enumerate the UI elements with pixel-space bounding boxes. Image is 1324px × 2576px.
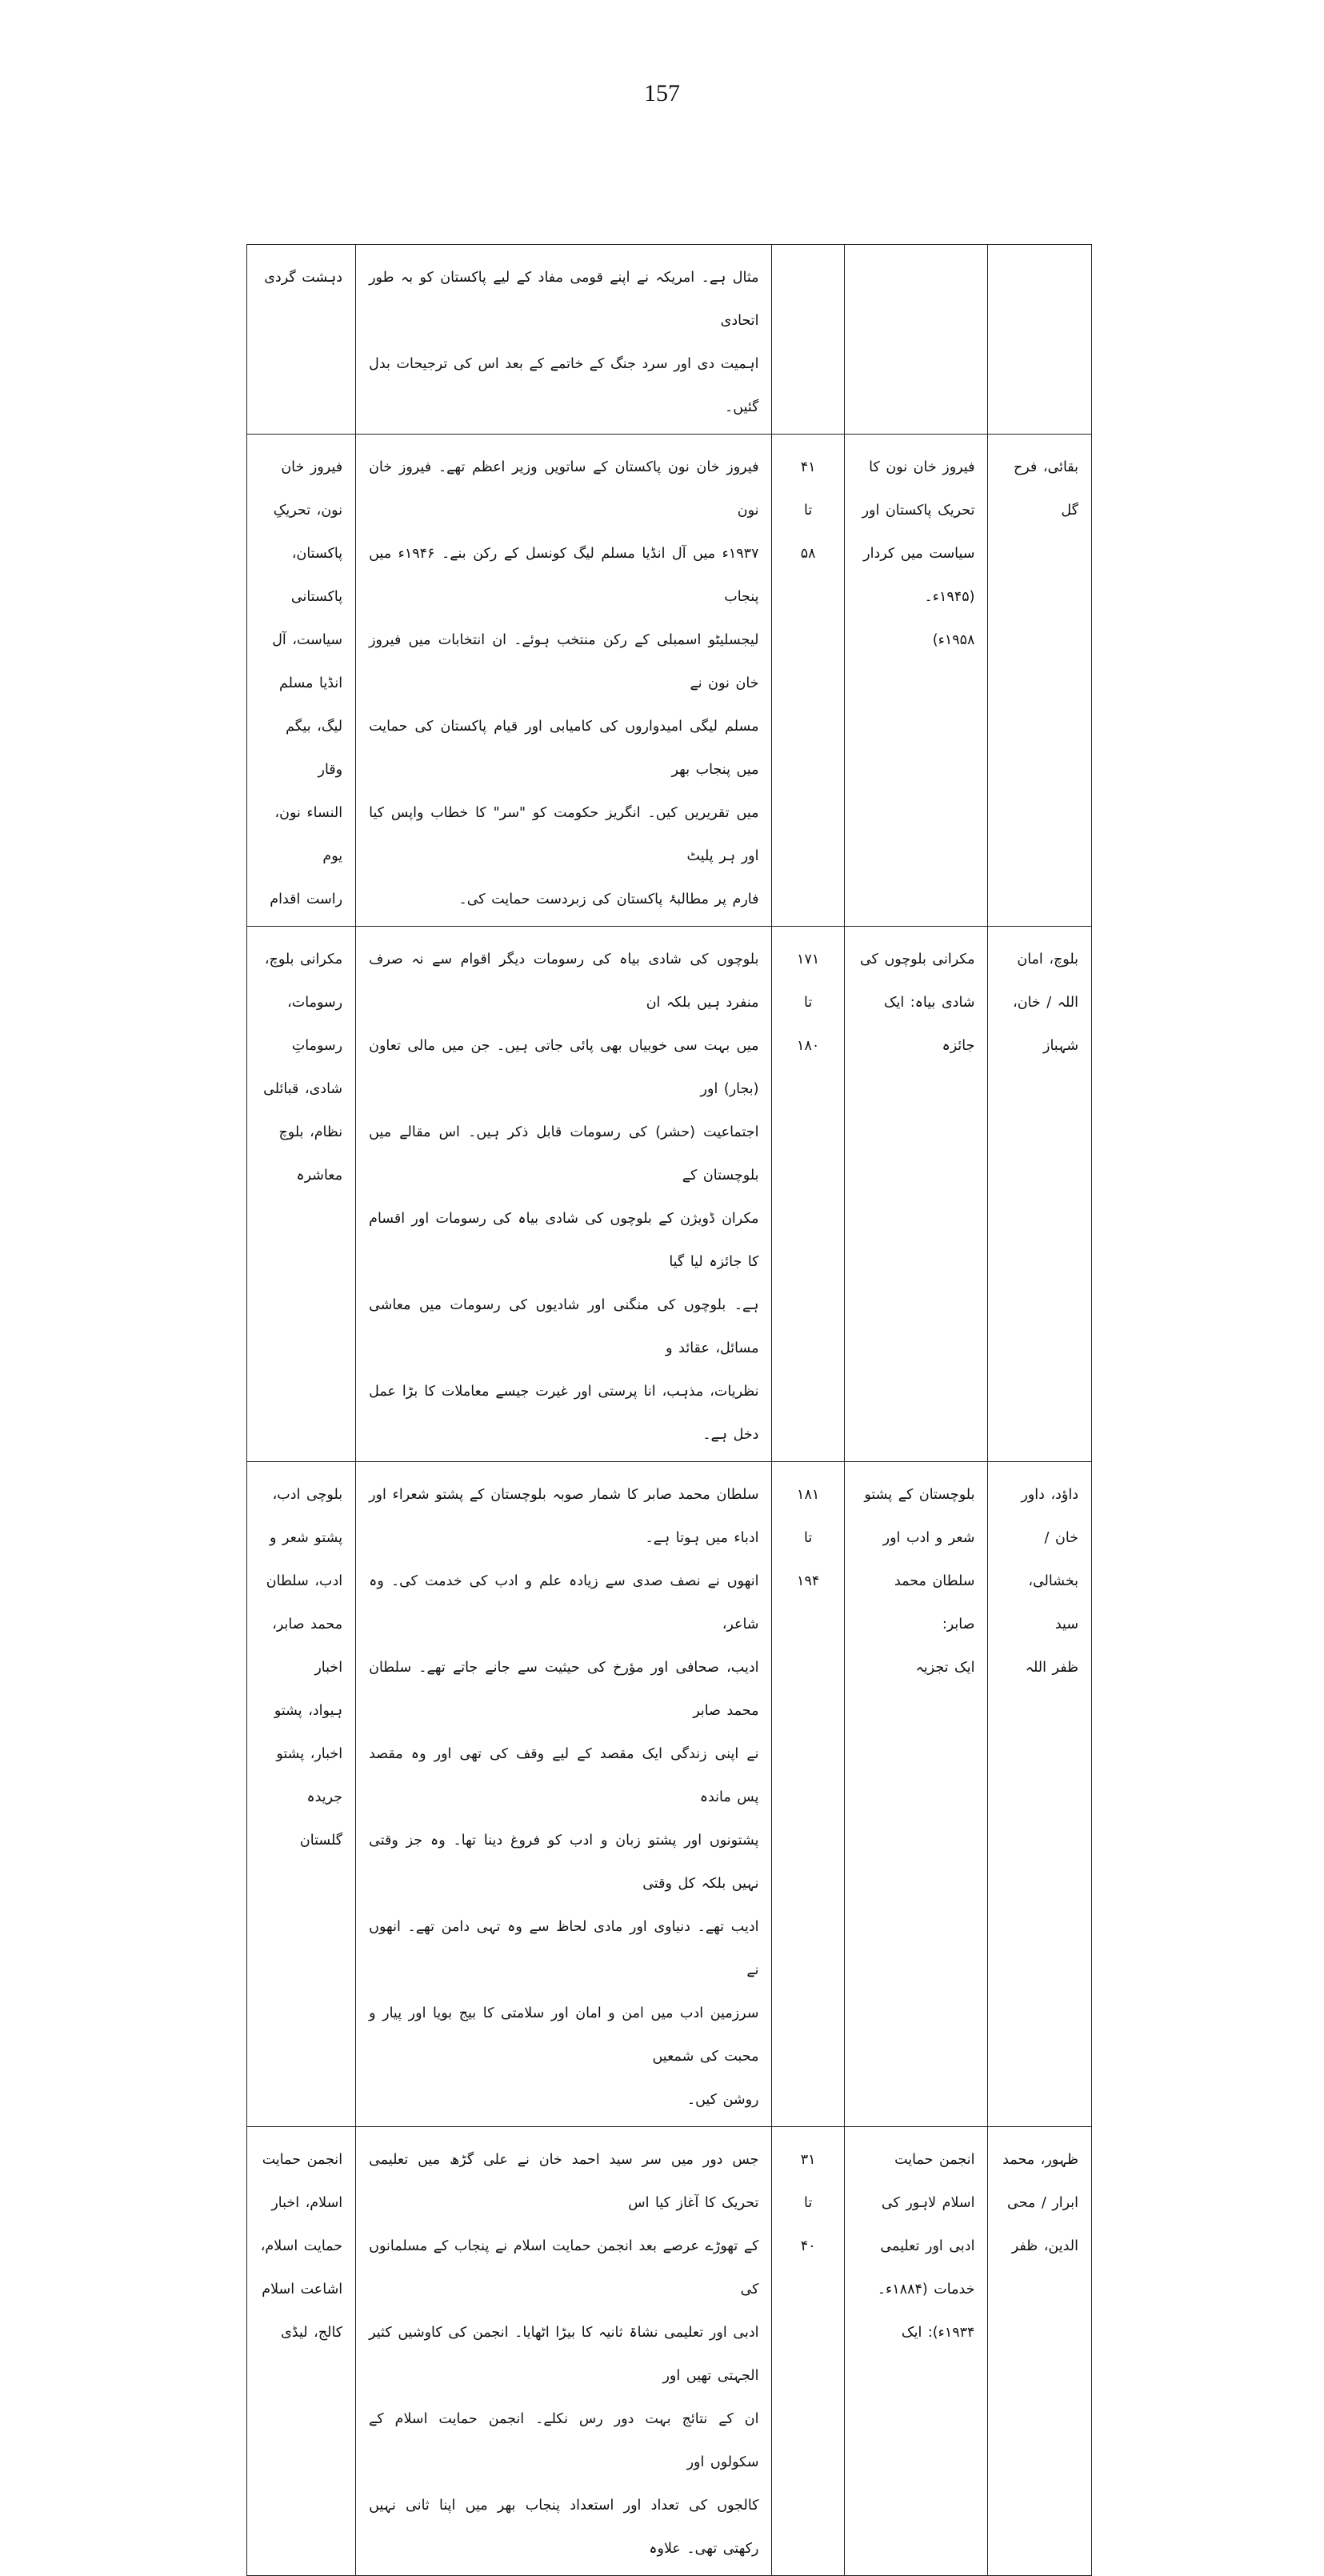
- table-row: [247, 927, 1092, 1462]
- bibliography-table: [246, 244, 1092, 2576]
- author-line: خان /: [1044, 1530, 1078, 1546]
- keywords-line: پاکستان،: [291, 546, 343, 562]
- pages-line: ۴۰: [800, 2238, 816, 2254]
- author-line: ظفر اللہ: [1025, 1660, 1078, 1676]
- keywords-cell: [247, 2127, 356, 2576]
- author-line: بخشالی، سید: [1028, 1573, 1078, 1633]
- keywords-line: اسلام، اخبار: [271, 2195, 343, 2211]
- author-line: بقائی، فرح: [1013, 459, 1078, 475]
- abstract-line: مکران ڈویژن کے بلوچوں کی شادی بیاہ کی رسومات اور اقسام کا جائزہ لیا گیا: [369, 1211, 759, 1270]
- abstract-line: مثال ہے۔ امریکہ نے اپنے قومی مفاد کے لیے پاکستان کو بہ طور اتحادی: [369, 270, 759, 329]
- title-line: (۱۹۴۵ء۔: [924, 589, 975, 605]
- author-line: شہباز: [1043, 1038, 1078, 1054]
- author-line: ظہور، محمد: [1002, 2152, 1078, 2168]
- abstract-line: کالجوں کی تعداد اور استعداد پنجاب بھر میں اپنا ثانی نہیں رکھتی تھی۔ علاوہ: [369, 2498, 759, 2557]
- pages-line: تا: [804, 995, 813, 1011]
- abstract-line: جس دور میں سر سید احمد خان نے علی گڑھ میں تعلیمی تحریک کا آغاز کیا اس: [369, 2152, 759, 2211]
- title-line: شعر و ادب اور: [882, 1530, 975, 1546]
- title-line: سلطان محمد صابر:: [894, 1573, 975, 1633]
- author-cell: [988, 245, 1092, 435]
- title-line: شادی بیاہ: ایک: [883, 995, 975, 1011]
- title-cell: [844, 2127, 988, 2576]
- keywords-cell: [247, 435, 356, 927]
- title-line: تحریک پاکستان اور: [862, 503, 975, 519]
- title-line: اسلام لاہور کی: [881, 2195, 975, 2211]
- pages-cell: [772, 927, 844, 1462]
- abstract-cell: [356, 927, 772, 1462]
- author-line: اللہ / خان،: [1013, 995, 1078, 1011]
- pages-line: ۱۸۱: [797, 1487, 820, 1503]
- title-line: بلوچستان کے پشتو: [864, 1487, 975, 1503]
- title-cell: [844, 1462, 988, 2127]
- abstract-line: کے تھوڑے عرصے بعد انجمن حمایت اسلام نے پنجاب کے مسلمانوں کی: [369, 2238, 759, 2298]
- keywords-line: انڈیا مسلم: [279, 675, 343, 691]
- abstract-line: ادبی اور تعلیمی نشاۃ ثانیہ کا بیڑا اٹھایا۔ انجمن کی کاوشیں کثیر الجہتی تھیں اور: [369, 2325, 759, 2384]
- abstract-line: ادیب، صحافی اور مؤرخ کی حیثیت سے جانے جاتے تھے۔ سلطان محمد صابر: [369, 1660, 759, 1719]
- keywords-line: معاشرہ: [296, 1168, 343, 1184]
- abstract-line: میں بہت سی خوبیاں بھی پائی جاتی ہیں۔ جن میں مالی تعاون (بجار) اور: [369, 1038, 759, 1097]
- keywords-line: محمد صابر، اخبار: [272, 1617, 343, 1676]
- page-number: 157: [644, 80, 680, 106]
- abstract-line: نے اپنی زندگی ایک مقصد کے لیے وقف کی تھی اور وہ مقصد پس ماندہ: [369, 1746, 759, 1805]
- abstract-line: مسلم لیگی امیدواروں کی کامیابی اور قیام پاکستان کی حمایت میں پنجاب بھر: [369, 719, 759, 778]
- abstract-line: لیجسلیٹو اسمبلی کے رکن منتخب ہوئے۔ ان انتخابات میں فیروز خان نون نے: [369, 632, 759, 691]
- keywords-line: سیاست، آل: [272, 632, 343, 648]
- abstract-cell: [356, 1462, 772, 2127]
- keywords-line: نظام، بلوچ: [278, 1124, 343, 1140]
- pages-cell: [772, 1462, 844, 2127]
- pages-line: ۱۷۱: [797, 951, 820, 968]
- table-row: [247, 245, 1092, 435]
- keywords-line: پشتو شعر و: [269, 1530, 343, 1546]
- abstract-line: ادیب تھے۔ دنیاوی اور مادی لحاظ سے وہ تہی دامن تھے۔ انھوں نے: [369, 1919, 759, 1978]
- keywords-line: بلوچی ادب،: [272, 1487, 343, 1503]
- abstract-cell: [356, 245, 772, 435]
- abstract-line: ۱۹۳۷ء میں آل انڈیا مسلم لیگ کونسل کے رکن بنے۔ ۱۹۴۶ء میں پنجاب: [369, 546, 759, 605]
- pages-cell: [772, 2127, 844, 2576]
- title-line: انجمن حمایت: [894, 2152, 975, 2168]
- abstract-cell: [356, 435, 772, 927]
- abstract-line: میں تقریریں کیں۔ انگریز حکومت کو "سر" کا خطاب واپس کیا اور ہر پلیٹ: [369, 805, 759, 864]
- title-line: سیاست میں کردار: [863, 546, 975, 562]
- keywords-line: رسوماتِ: [291, 1038, 343, 1054]
- keywords-line: جریدہ گلستان: [299, 1789, 343, 1849]
- pages-line: تا: [804, 503, 813, 519]
- pages-line: تا: [804, 1530, 813, 1546]
- title-line: مکرانی بلوچوں کی: [859, 951, 975, 968]
- author-cell: [988, 2127, 1092, 2576]
- abstract-line: سرزمین ادب میں امن و امان اور سلامتی کا بیج بویا اور پیار و محبت کی شمعیں: [369, 2005, 759, 2065]
- author-line: گل: [1061, 503, 1078, 519]
- pages-cell: [772, 245, 844, 435]
- keywords-line: مکرانی بلوچ،: [264, 951, 343, 968]
- pages-line: ۴۱: [800, 459, 816, 475]
- keywords-line: لیگ، بیگم وقار: [286, 719, 343, 778]
- table-body: [247, 245, 1092, 2576]
- keywords-line: کالج، لیڈی: [281, 2325, 343, 2341]
- abstract-line: ہے۔ بلوچوں کی منگنی اور شادیوں کی رسومات میں معاشی مسائل، عقائد و: [369, 1297, 759, 1356]
- keywords-line: النساء نون، یوم: [274, 805, 343, 864]
- author-line: داؤد، داور: [1021, 1487, 1078, 1503]
- title-line: جائزہ: [942, 1038, 975, 1054]
- title-cell: [844, 435, 988, 927]
- abstract-line: روشن کیں۔: [686, 2092, 759, 2108]
- keywords-line: دہشت گردی: [264, 270, 343, 286]
- abstract-line: انھوں نے نصف صدی سے زیادہ علم و ادب کی خدمت کی۔ وہ شاعر،: [369, 1573, 759, 1633]
- author-cell: [988, 435, 1092, 927]
- title-line: ۱۹۵۸ء): [932, 632, 975, 648]
- keywords-line: حمایت اسلام،: [260, 2238, 343, 2254]
- author-line: الدین، ظفر: [1011, 2238, 1078, 2254]
- table-row: [247, 2127, 1092, 2576]
- abstract-line: نظریات، مذہب، انا پرستی اور غیرت جیسے معاملات کا بڑا عمل دخل ہے۔: [369, 1384, 759, 1443]
- keywords-line: شادی، قبائلی: [263, 1081, 343, 1097]
- abstract-cell: [356, 2127, 772, 2576]
- abstract-line: بلوچوں کی شادی بیاہ کی رسومات دیگر اقوام سے نہ صرف منفرد ہیں بلکہ ان: [369, 951, 759, 1011]
- title-line: ۱۹۳۴ء): ایک: [901, 2325, 975, 2341]
- abstract-line: فارم پر مطالبۂ پاکستان کی زبردست حمایت کی۔: [458, 891, 759, 907]
- title-cell: [844, 245, 988, 435]
- pages-line: تا: [804, 2195, 813, 2211]
- title-line: ایک تجزیہ: [915, 1660, 975, 1676]
- title-line: خدمات (۱۸۸۴ء۔: [877, 2282, 975, 2298]
- title-line: ادبی اور تعلیمی: [880, 2238, 975, 2254]
- abstract-line: ان کے نتائج بہت دور رس نکلے۔ انجمن حمایت اسلام کے سکولوں اور: [369, 2411, 759, 2470]
- author-line: بلوچ، امان: [1017, 951, 1078, 968]
- title-line: فیروز خان نون کا: [869, 459, 975, 475]
- keywords-line: اشاعت اسلام: [262, 2282, 343, 2298]
- keywords-line: انجمن حمایت: [262, 2152, 343, 2168]
- keywords-cell: [247, 245, 356, 435]
- keywords-line: رسومات،: [287, 995, 343, 1011]
- keywords-line: ہیواد، پشتو: [274, 1703, 343, 1719]
- title-cell: [844, 927, 988, 1462]
- keywords-line: پاکستانی: [290, 589, 343, 605]
- keywords-line: فیروز خان: [281, 459, 343, 475]
- author-cell: [988, 927, 1092, 1462]
- table-row: [247, 435, 1092, 927]
- abstract-line: اہمیت دی اور سرد جنگ کے خاتمے کے بعد اس کی ترجیحات بدل گئیں۔: [369, 356, 759, 415]
- pages-line: ۱۸۰: [797, 1038, 820, 1054]
- abstract-line: سلطان محمد صابر کا شمار صوبہ بلوچستان کے پشتو شعراء اور ادباء میں ہوتا ہے۔: [369, 1487, 759, 1546]
- keywords-line: اخبار، پشتو: [276, 1746, 343, 1762]
- keywords-line: ادب، سلطان: [266, 1573, 343, 1589]
- author-line: ابرار / محی: [1007, 2195, 1078, 2211]
- table-row: [247, 1462, 1092, 2127]
- pages-cell: [772, 435, 844, 927]
- abstract-line: فیروز خان نون پاکستان کے ساتویں وزیر اعظم تھے۔ فیروز خان نون: [369, 459, 759, 519]
- abstract-line: اجتماعیت (حشر) کی رسومات قابل ذکر ہیں۔ اس مقالے میں بلوچستان کے: [369, 1124, 759, 1184]
- pages-line: ۱۹۴: [797, 1573, 820, 1589]
- pages-line: ۵۸: [800, 546, 816, 562]
- keywords-line: راست اقدام: [270, 891, 343, 907]
- keywords-cell: [247, 1462, 356, 2127]
- pages-line: ۳۱: [800, 2152, 816, 2168]
- keywords-cell: [247, 927, 356, 1462]
- author-cell: [988, 1462, 1092, 2127]
- abstract-line: پشتونوں اور پشتو زبان و ادب کو فروغ دینا تھا۔ وہ جز وقتی نہیں بلکہ کل وقتی: [369, 1833, 759, 1892]
- keywords-line: نون، تحریکِ: [273, 503, 343, 519]
